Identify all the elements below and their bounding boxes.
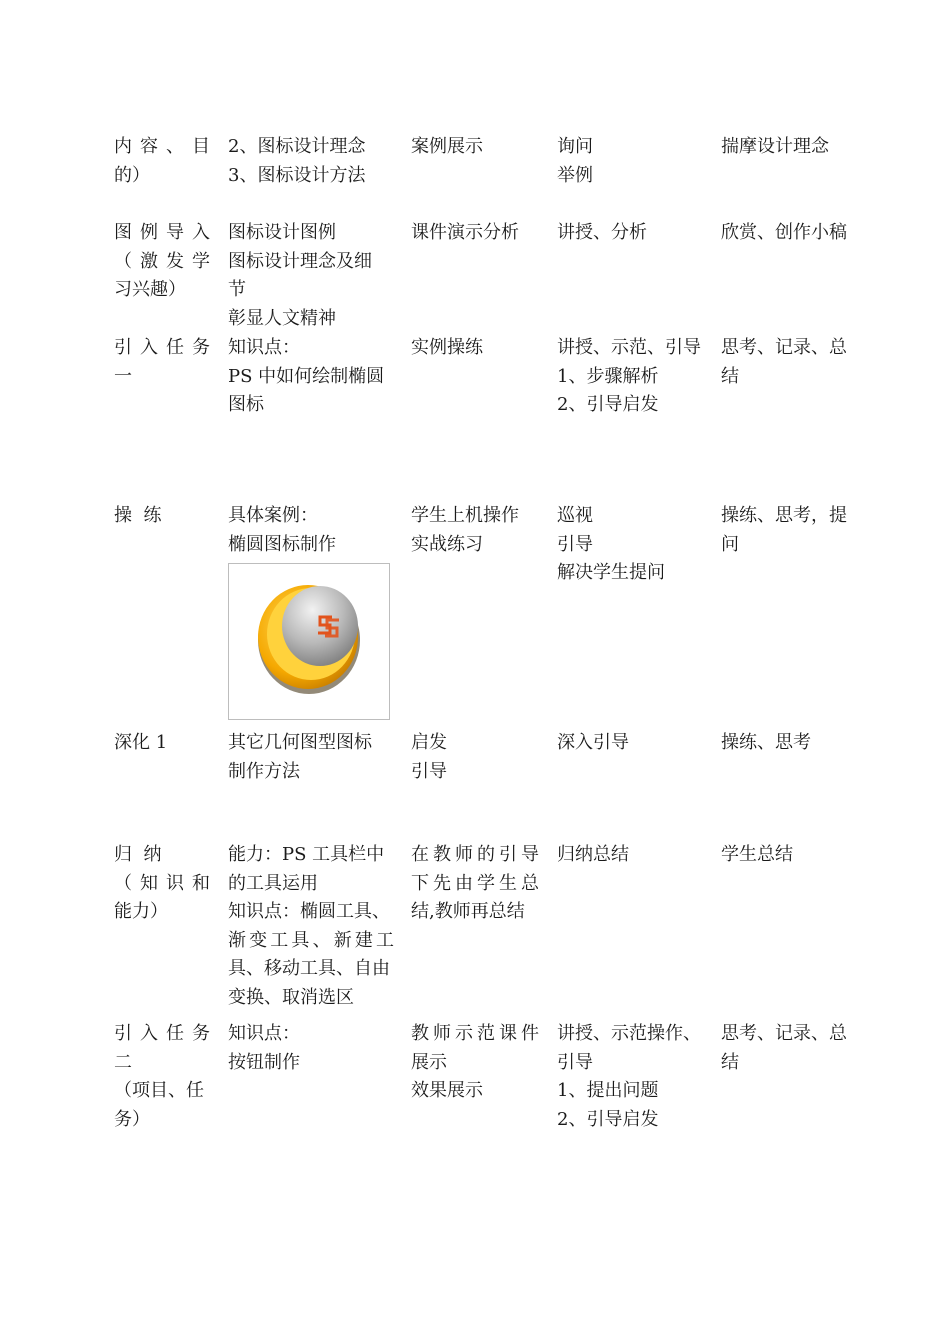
stage-cell <box>114 219 210 305</box>
teacher-cell <box>557 1020 707 1134</box>
cell-line: 结,教师再总结 <box>411 901 525 922</box>
teacher-cell <box>557 334 707 420</box>
stage-cell <box>114 1020 210 1134</box>
cell-line: 内 容 、 目 <box>114 136 210 157</box>
cell-line: 讲授、示范操作、 <box>557 1023 701 1044</box>
cell-line: （项目、任 <box>114 1080 204 1101</box>
cell-line: 询问 <box>557 136 593 157</box>
cell-line: （ 知 识 和 <box>114 872 210 894</box>
student-cell <box>721 502 861 559</box>
cell-line: 彰显人文精神 <box>228 307 336 329</box>
method-cell <box>411 1020 539 1106</box>
cell-line: 一 <box>114 365 132 387</box>
cell-line: 操练、思考，提 <box>721 505 847 526</box>
cell-line: 知识点： <box>228 337 300 358</box>
cell-line: 启发 <box>411 732 447 753</box>
cell-line: 椭圆图标制作 <box>228 533 336 555</box>
cell-line: 图标设计图例 <box>228 222 336 243</box>
cell-line: 图标 <box>228 394 264 415</box>
content-cell <box>228 1020 394 1077</box>
cell-line: 2、引导启发 <box>557 394 659 415</box>
cell-line: 操 练 <box>114 505 162 526</box>
cell-line: 知识点： <box>228 1023 300 1044</box>
content-cell <box>228 729 394 786</box>
stage-cell <box>114 334 210 391</box>
student-cell <box>721 133 861 162</box>
stage-cell <box>114 502 210 531</box>
cell-line: 结 <box>721 365 739 387</box>
logo-mark <box>318 617 339 636</box>
cell-line: 展示 <box>411 1051 447 1073</box>
teacher-cell <box>557 502 707 588</box>
content-cell <box>228 334 394 420</box>
cell-line: 案例展示 <box>411 136 483 157</box>
cell-line: 学生上机操作 <box>411 505 519 526</box>
cell-line: 欣赏、创作小稿 <box>721 222 847 243</box>
teacher-cell <box>557 729 707 758</box>
cell-line: 操练、思考 <box>721 732 811 753</box>
cell-line: 归 纳 <box>114 844 162 865</box>
cell-line: 实例操练 <box>411 337 483 358</box>
stage-cell <box>114 133 210 190</box>
method-cell <box>411 133 539 162</box>
cell-line: 的） <box>114 164 150 186</box>
teacher-cell <box>557 841 707 870</box>
method-cell <box>411 219 539 248</box>
cell-line: 学生总结 <box>721 844 793 865</box>
cell-line: PS 中如何绘制椭圆 <box>228 365 385 387</box>
cell-line: 制作方法 <box>228 760 300 782</box>
cell-line: 知识点：椭圆工具、 <box>228 901 390 922</box>
cell-line: 1、提出问题 <box>557 1080 659 1101</box>
student-cell <box>721 841 861 870</box>
cell-line: 思考、记录、总 <box>721 1023 847 1044</box>
cell-line: 图 例 导 入 <box>114 222 210 243</box>
cell-line: 引导 <box>557 1051 593 1073</box>
content-cell <box>228 219 394 333</box>
cell-line: 1、步骤解析 <box>557 365 659 387</box>
orb-icon <box>229 564 389 719</box>
cell-line: 结 <box>721 1051 739 1073</box>
cell-line: 引 入 任 务 <box>114 1023 210 1044</box>
cell-line: 具体案例： <box>228 505 318 526</box>
cell-line: 图标设计理念及细 <box>228 250 372 272</box>
cell-line: 讲授、示范、引导 <box>557 337 701 358</box>
cell-line: 2、引导启发 <box>557 1108 659 1130</box>
ellipse-icon-example-image <box>228 563 390 720</box>
cell-line: 深化 1 <box>114 732 168 753</box>
method-cell <box>411 841 539 927</box>
cell-line: 在教师的引导 <box>411 844 539 865</box>
cell-line: （ 激 发 学 <box>114 250 210 272</box>
cell-line: 举例 <box>557 164 593 186</box>
cell-line: 引 入 任 务 <box>114 337 210 358</box>
cell-line: 务） <box>114 1108 150 1130</box>
cell-line: 3、图标设计方法 <box>228 164 366 186</box>
method-cell <box>411 729 539 786</box>
cell-line: 二 <box>114 1051 132 1073</box>
cell-line: 揣摩设计理念 <box>721 136 829 157</box>
student-cell <box>721 729 861 758</box>
teacher-cell <box>557 133 707 190</box>
cell-line: 能力） <box>114 901 168 922</box>
method-cell <box>411 334 539 363</box>
cell-line: 2、图标设计理念 <box>228 136 366 157</box>
cell-line: 课件演示分析 <box>411 222 519 243</box>
cell-line: 习兴趣） <box>114 279 186 300</box>
cell-line: 解决学生提问 <box>557 562 665 583</box>
cell-line: 能力：PS 工具栏中 <box>228 844 385 865</box>
cell-line: 效果展示 <box>411 1080 483 1101</box>
student-cell <box>721 334 861 391</box>
cell-line: 深入引导 <box>557 732 629 753</box>
method-cell <box>411 502 539 559</box>
cell-line: 引导 <box>411 760 447 782</box>
cell-line: 思考、记录、总 <box>721 337 847 358</box>
content-cell <box>228 133 394 190</box>
cell-line: 其它几何图型图标 <box>228 732 372 753</box>
cell-line: 巡视 <box>557 505 593 526</box>
stage-cell <box>114 729 210 758</box>
cell-line: 教师示范课件 <box>411 1023 539 1044</box>
cell-line: 归纳总结 <box>557 844 629 865</box>
cell-line: 渐变工具、新建工 <box>228 929 394 951</box>
student-cell <box>721 1020 861 1077</box>
cell-line: 下先由学生总 <box>411 872 539 894</box>
cell-line: 具、移动工具、自由 <box>228 958 390 979</box>
teacher-cell <box>557 219 707 248</box>
cell-line: 引导 <box>557 533 593 555</box>
cell-line: 节 <box>228 279 246 300</box>
content-cell <box>228 841 394 1012</box>
student-cell <box>721 219 861 248</box>
cell-line: 讲授、分析 <box>557 222 647 243</box>
cell-line: 问 <box>721 533 739 555</box>
cell-line: 变换、取消选区 <box>228 986 354 1008</box>
stage-cell <box>114 841 210 927</box>
content-cell <box>228 502 394 559</box>
cell-line: 按钮制作 <box>228 1051 300 1073</box>
cell-line: 的工具运用 <box>228 872 318 894</box>
cell-line: 实战练习 <box>411 533 483 555</box>
